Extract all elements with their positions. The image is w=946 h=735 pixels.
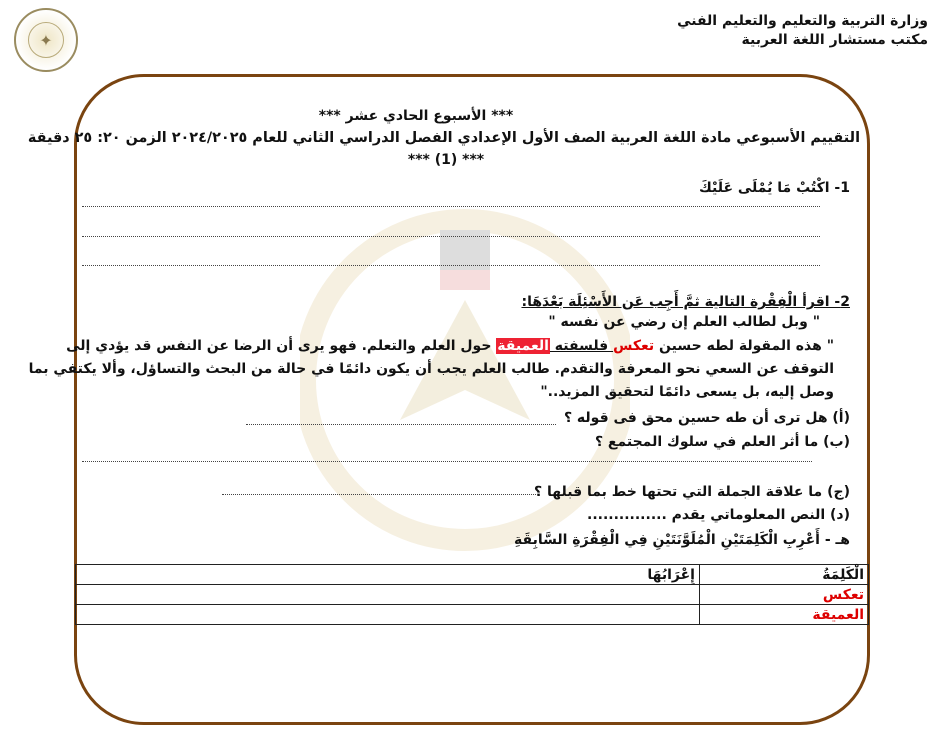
- question-a: (أ) هل ترى أن طه حسين محق فى قوله ؟: [563, 410, 850, 426]
- exam-title: التقييم الأسبوعي مادة اللغة العربية الصف الأول الإعدادي الفصل الدراسي الثاني للعام ٢٠٢٤/٢٠٢٥ الزمن ٢٠: ٢٥ دقيقة: [27, 130, 860, 146]
- table-cell-word: العميقة: [700, 605, 869, 625]
- quote: " وبل لطالب العلم إن رضي عن نفسه ": [548, 314, 820, 330]
- answer-line[interactable]: [82, 206, 820, 207]
- answer-line[interactable]: [82, 265, 820, 266]
- part-title: *** (1) ***: [407, 152, 485, 168]
- paragraph-text: فلسفته: [549, 338, 614, 354]
- column-header-parse: إِعْرَابُهَا: [76, 565, 700, 585]
- colored-word-taks: تعكس: [613, 338, 655, 354]
- table-row: [76, 605, 869, 625]
- table-row: [76, 585, 869, 605]
- week-title: *** الأسبوع الحادي عشر ***: [318, 108, 514, 124]
- eagle-icon: ✦: [28, 22, 64, 58]
- table-header-row: [76, 565, 869, 585]
- paragraph-line-2: التوقف عن السعي نحو المعرفة والتقدم. طالب العلم يجب أن يكون دائمًا في حالة من البحث والتساؤل، وألا يكتفي بما: [28, 361, 834, 377]
- answer-line[interactable]: [246, 424, 556, 425]
- paragraph-line-3: وصل إليه، بل يسعى دائمًا لتحقيق المزيد..": [540, 384, 834, 400]
- ministry-header: [628, 12, 928, 50]
- question-2-label: 2- اقرأ الْفِقْرة التالية ثمَّ أَجِب عَن الأَسْئِلَة بَعْدَهَا:: [521, 294, 850, 310]
- answer-line[interactable]: [222, 494, 538, 495]
- answer-line[interactable]: [82, 461, 812, 462]
- table-cell-answer[interactable]: [76, 585, 700, 605]
- table-cell-word: تعكس: [700, 585, 869, 605]
- parsing-table: [75, 564, 869, 625]
- paragraph-text: حول العلم والتعلم. فهو يرى أن الرضا عن النفس قد يؤدي إلى: [66, 338, 497, 354]
- question-1-label: 1- اكْتُبْ مَا يُمْلَى عَلَيْكَ: [698, 180, 850, 196]
- ministry-name: وزارة التربية والتعليم والتعليم الفني: [677, 13, 928, 29]
- column-header-word: الْكَلِمَةُ: [700, 565, 869, 585]
- paragraph-line-1: [66, 336, 834, 356]
- answer-line[interactable]: [82, 236, 820, 237]
- office-name: مكتب مستشار اللغة العربية: [741, 32, 928, 48]
- question-d: (د) النص المعلوماتي يقدم ...............: [587, 507, 850, 523]
- ministry-seal-logo: [14, 8, 78, 72]
- question-e: هـ - أَعْرِبِ الْكَلِمَتَيْنِ الْمُلَوَّنَتَيْنِ فِي الْفِقْرَةِ السَّابِقَةِ: [514, 532, 850, 548]
- paragraph-text: " هذه المقولة لطه حسين: [654, 338, 834, 354]
- table-cell-answer[interactable]: [76, 605, 700, 625]
- colored-word-aamiqa: العميقة: [497, 338, 549, 354]
- question-c: (ج) ما علاقة الجملة التي تحتها خط بما قبلها ؟: [534, 484, 850, 500]
- question-b: (ب) ما أثر العلم في سلوك المجتمع ؟: [594, 434, 850, 450]
